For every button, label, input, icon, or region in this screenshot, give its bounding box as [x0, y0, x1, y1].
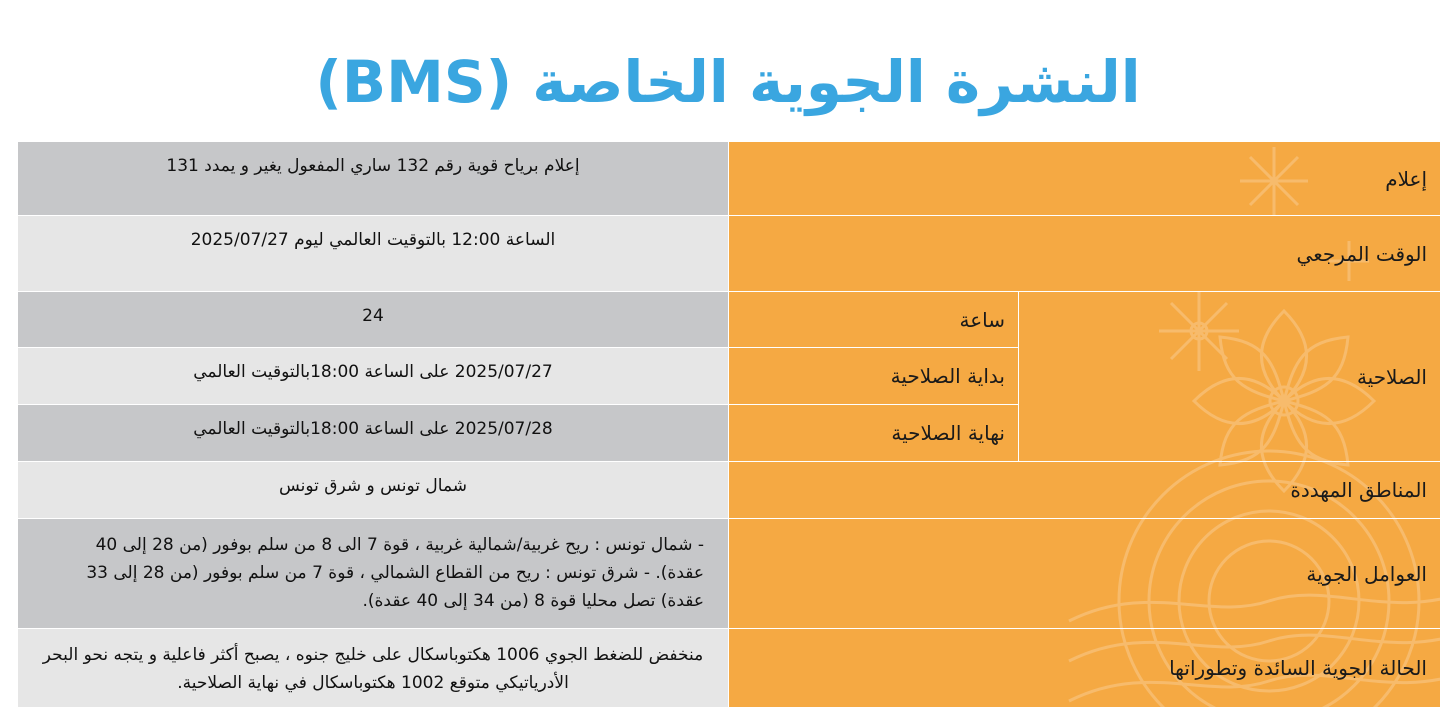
table-row — [18, 462, 1441, 519]
notice-label: إعلام — [729, 142, 1441, 216]
validity-start-label: بداية الصلاحية — [729, 348, 1019, 405]
notice-value: إعلام برياح قوية رقم 132 ساري المفعول يغير و يمدد 131 — [18, 142, 729, 216]
prevailing-weather-value: منخفض للضغط الجوي 1006 هكتوباسكال على خليج جنوه ، يصبح أكثر فاعلية و يتجه نحو البحر الأدرياتيكي متوقع 1002 هكتوباسكال في نهاية الصلاحية. — [18, 629, 729, 708]
table-row — [18, 142, 1441, 216]
validity-start-value: 2025/07/27 على الساعة 18:00بالتوقيت العالمي — [18, 348, 729, 405]
reference-time-value: الساعة 12:00 بالتوقيت العالمي ليوم 2025/07/27 — [18, 216, 729, 292]
table-row — [18, 216, 1441, 292]
hours-value: 24 — [18, 292, 729, 348]
page-title: النشرة الجوية الخاصة (BMS) — [315, 48, 1141, 116]
hours-label: ساعة — [729, 292, 1019, 348]
bulletin-table-wrapper — [17, 141, 1440, 707]
reference-time-label: الوقت المرجعي — [729, 216, 1441, 292]
threatened-areas-label: المناطق المهددة — [729, 462, 1441, 519]
table-row — [18, 629, 1441, 708]
validity-end-value: 2025/07/28 على الساعة 18:00بالتوقيت العالمي — [18, 405, 729, 462]
validity-end-label: نهاية الصلاحية — [729, 405, 1019, 462]
table-row — [18, 292, 1441, 348]
table-row — [18, 519, 1441, 629]
bulletin-table — [17, 141, 1441, 708]
prevailing-weather-label: الحالة الجوية السائدة وتطوراتها — [729, 629, 1441, 708]
threatened-areas-value: شمال تونس و شرق تونس — [18, 462, 729, 519]
weather-factors-label: العوامل الجوية — [729, 519, 1441, 629]
validity-label: الصلاحية — [1019, 292, 1441, 462]
weather-factors-value: - شمال تونس : ريح غربية/شمالية غربية ، قوة 7 الى 8 من سلم بوفور (من 28 إلى 40 عقدة). - شرق تونس : ريح من القطاع الشمالي ، قوة 7 من سلم بوفور (من 28 إلى 33 عقدة) تصل محليا قوة 8 (من 34 إلى 40 عقدة). — [18, 519, 729, 629]
